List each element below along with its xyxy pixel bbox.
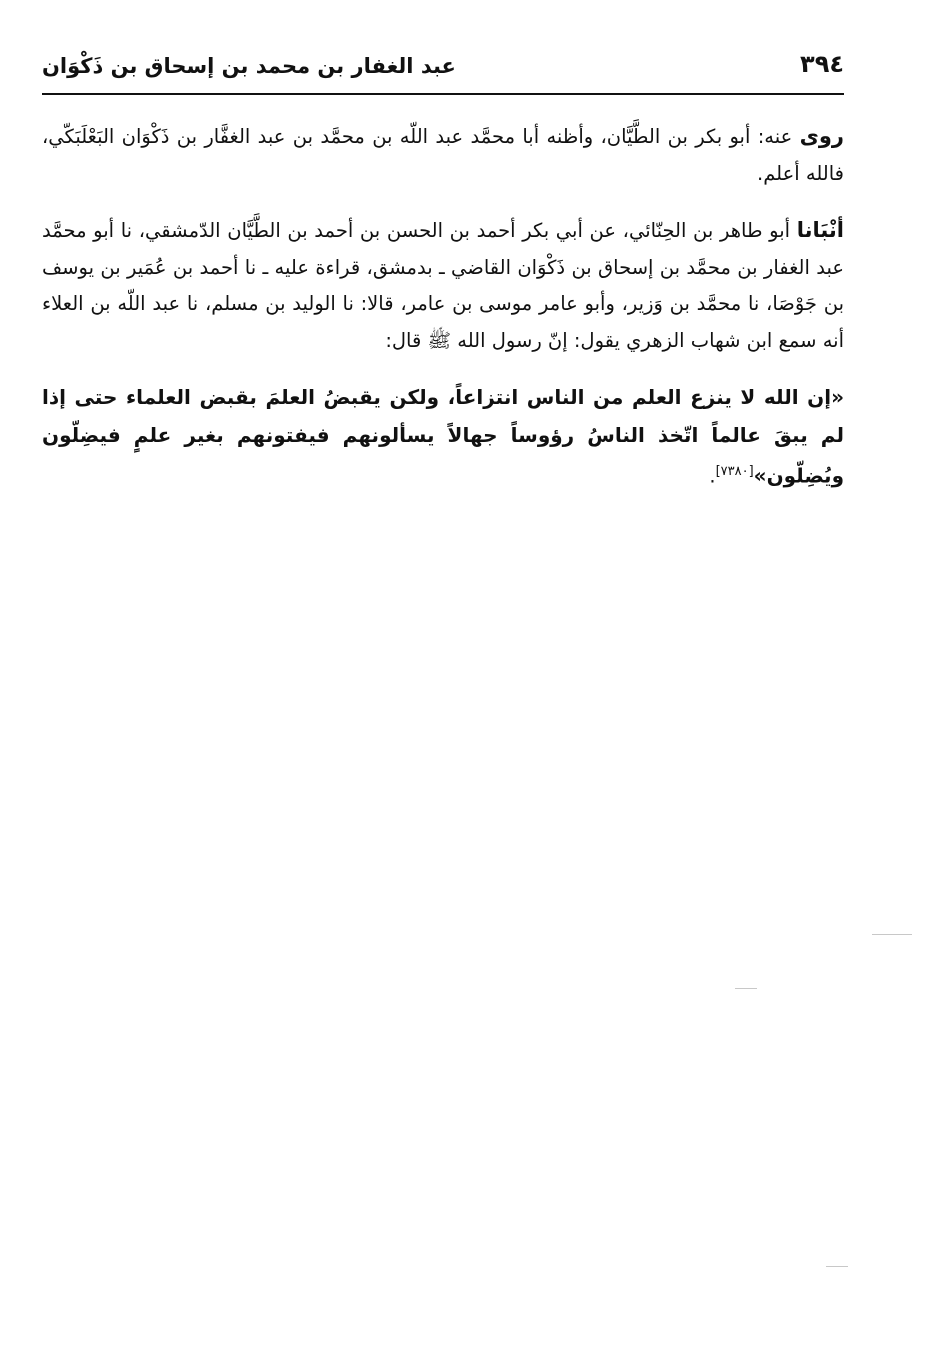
- paragraph-text: أبو طاهر بن الحِنّائي، عن أبي بكر أحمد بن الحسن بن أحمد بن الطَّيَّان الدّمشقي، نا أبو محمَّد عبد الغفار بن محمَّد بن إسحاق بن ذَكْوَان القاضي ـ بدمشق، قراءة عليه ـ نا أحمد بن عُمَير بن يوسف بن جَوْصَا، نا محمَّد بن وَزير، وأبو عامر موسى بن عامر، قالا: نا الوليد بن مسلم، نا عبد اللّه بن العلاء أنه سمع ابن شهاب الزهري يقول: إنّ رسول الله ﷺ قال:: [42, 219, 844, 352]
- paragraph-isnad: [42, 212, 844, 359]
- running-title: عبد الغفار بن محمد بن إسحاق بن ذَكْوَان: [42, 54, 456, 78]
- paragraph-lead-word: روى: [799, 124, 844, 148]
- scan-artifact-line: [735, 988, 757, 989]
- main-text: [42, 118, 844, 515]
- hadith-reference-number: [٧٣٨٠]: [715, 464, 754, 479]
- hadith-end-mark: .: [709, 464, 716, 488]
- header-divider: [42, 93, 844, 95]
- page-header: [42, 48, 844, 92]
- scan-artifact-line: [826, 1266, 848, 1267]
- paragraph-hadith: [42, 379, 844, 495]
- paragraph-lead-word: أنْبَانا: [796, 218, 844, 242]
- hadith-text: «إن الله لا ينزع العلم من الناس انتزاعاً، ولكن يقبضُ العلمَ بقبض العلماء حتى إذا لم يبقَ عالماً اتّخذ الناسُ رؤوساً جهالاً يسألونهم فيفتونهم بغير علمٍ فيضِلّون ويُضِلّون»: [42, 385, 844, 488]
- page-number: ٣٩٤: [800, 50, 844, 78]
- paragraph-text: عنه: أبو بكر بن الطَّيَّان، وأظنه أبا محمَّد عبد اللّه بن محمَّد بن عبد الغفَّار بن ذَكْوَان البَعْلَبَكّي، فالله أعلم.: [42, 125, 844, 185]
- scan-artifact-line: [872, 934, 912, 935]
- paragraph-narrators: [42, 118, 844, 192]
